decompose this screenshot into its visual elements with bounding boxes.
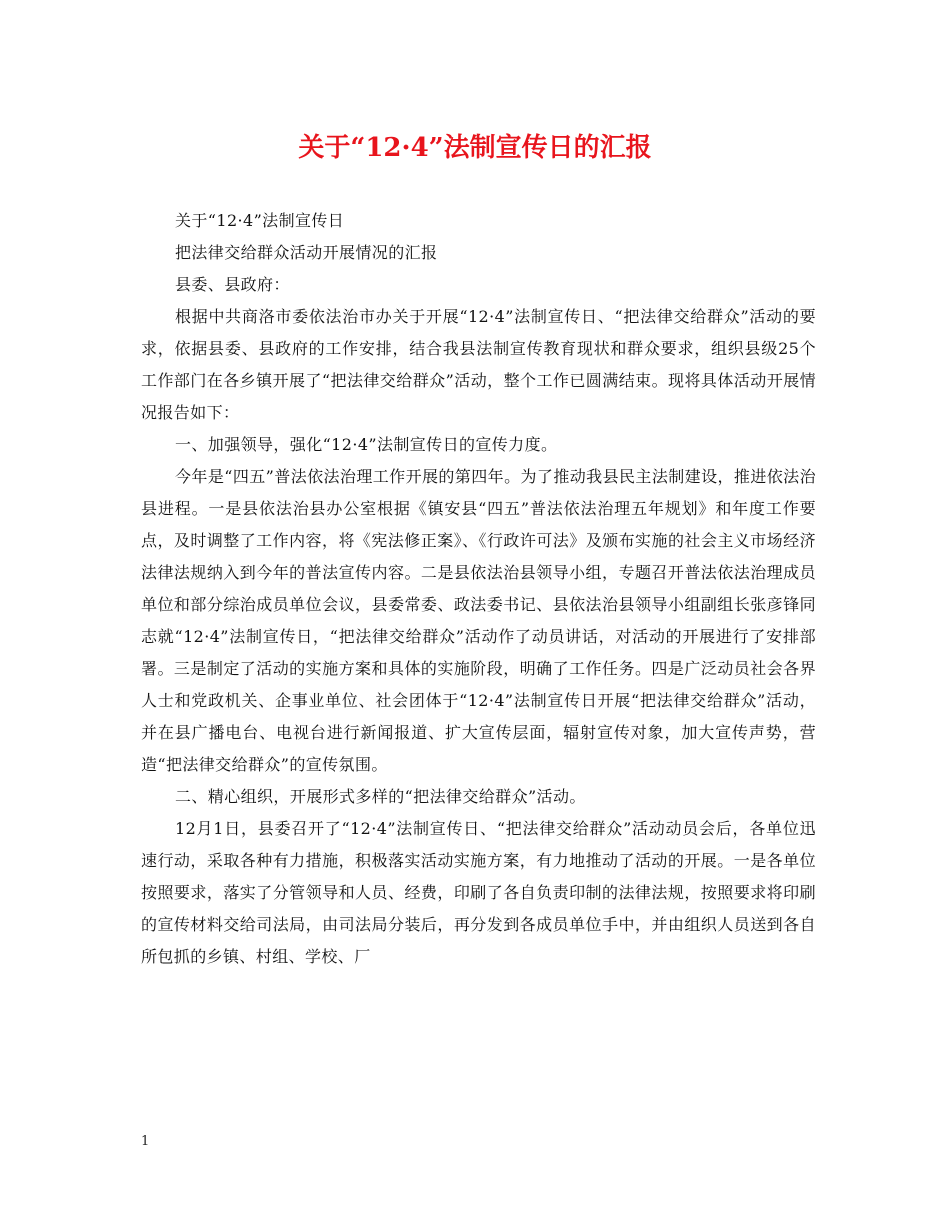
intro-paragraph: 根据中共商洛市委依法治市办关于开展“12·4”法制宣传日、“把法律交给群众”活动的要求，依据县委、县政府的工作安排，结合我县法制宣传教育现状和群众要求，组织县级25个工作部门在各乡镇开展了“把法律交给群众”活动，整个工作已圆满结束。现将具体活动开展情况报告如下： xyxy=(141,307,816,422)
page-number: 1 xyxy=(141,1134,150,1149)
section-1-paragraph: 今年是“四五”普法依法治理工作开展的第四年。为了推动我县民主法制建设，推进依法治县进程。一是县依法治县办公室根据《镇安县“四五”普法依法治理五年规划》和年度工作要点，及时调整了工作内容，将《宪法修正案》、《行政许可法》及颁布实施的社会主义市场经济法律法规纳入到今年的普法宣传内容。二是县依法治县领导小组，专题召开普法依法治理成员单位和部分综治成员单位会议，县委常委、政法委书记、县依法治县领导小组副组长张彦锋同志就“12·4”法制宣传日，“把法律交给群众”活动作了动员讲话，对活动的开展进行了安排部署。三是制定了活动的实施方案和具体的实施阶段，明确了工作任务。四是广泛动员社会各界人士和党政机关、企事业单位、社会团体于“12·4”法制宣传日开展“把法律交给群众”活动，并在县广播电台、电视台进行新闻报道、扩大宣传层面，辐射宣传对象，加大宣传声势，营造“把法律交给群众”的宣传氛围。 xyxy=(141,467,816,774)
subtitle-line-1: 关于“12·4”法制宣传日 xyxy=(175,211,345,230)
subtitle-line-2: 把法律交给群众活动开展情况的汇报 xyxy=(175,243,438,262)
document-body xyxy=(141,205,816,973)
section-heading-2: 二、精心组织，开展形式多样的“把法律交给群众”活动。 xyxy=(175,787,586,806)
section-2-paragraph: 12月1日，县委召开了“12·4”法制宣传日、“把法律交给群众”活动动员会后，各单位迅速行动，采取各种有力措施，积极落实活动实施方案，有力地推动了活动的开展。一是各单位按照要求，落实了分管领导和人员、经费，印刷了各自负责印制的法律法规，按照要求将印刷的宣传材料交给司法局，由司法局分装后，再分发到各成员单位手中，并由组织人员送到各自所包抓的乡镇、村组、学校、厂 xyxy=(141,819,816,966)
document-title: 关于“12·4”法制宣传日的汇报 xyxy=(298,133,652,163)
salutation: 县委、县政府： xyxy=(175,275,290,294)
section-heading-1: 一、加强领导，强化“12·4”法制宣传日的宣传力度。 xyxy=(175,435,558,454)
